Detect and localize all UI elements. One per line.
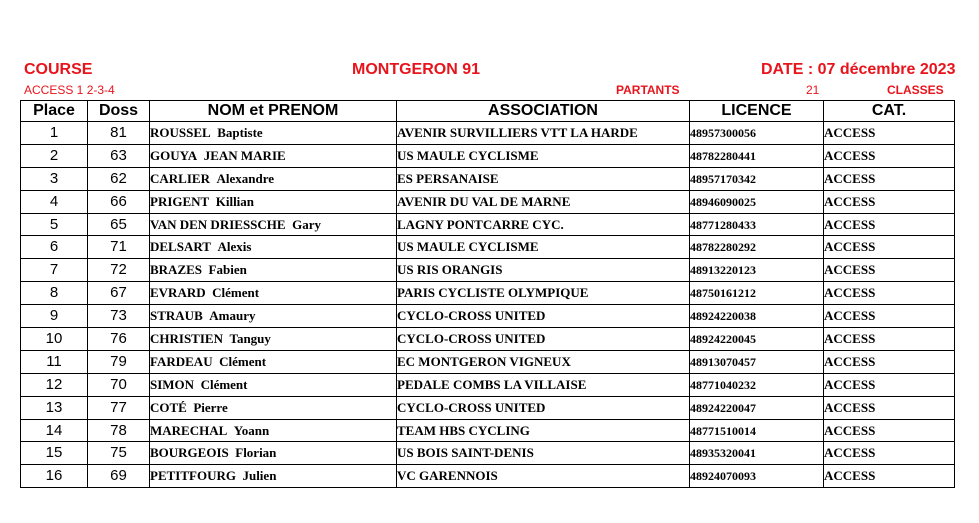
last-name: PETITFOURG	[150, 468, 236, 484]
last-name: DELSART	[150, 239, 211, 255]
cell-place: 8	[21, 282, 88, 305]
cell-licence: 48913070457	[690, 350, 824, 373]
cell-association: ES PERSANAISE	[397, 167, 690, 190]
cell-name	[150, 167, 397, 190]
cell-licence: 48782280292	[690, 236, 824, 259]
cell-licence: 48924070093	[690, 465, 824, 488]
table-row	[21, 442, 955, 465]
cell-doss: 75	[88, 442, 150, 465]
last-name: SIMON	[150, 376, 195, 392]
cell-association: PEDALE COMBS LA VILLAISE	[397, 373, 690, 396]
cell-association: CYCLO-CROSS UNITED	[397, 328, 690, 351]
cell-place: 4	[21, 190, 88, 213]
cell-place: 10	[21, 328, 88, 351]
last-name: EVRARD	[150, 285, 206, 301]
cell-name	[150, 396, 397, 419]
cell-licence: 48771510014	[690, 419, 824, 442]
course-label: COURSE	[24, 61, 93, 78]
cell-name	[150, 373, 397, 396]
first-name: Alexandre	[216, 170, 275, 186]
last-name: STRAUB	[150, 308, 203, 324]
cell-licence: 48913220123	[690, 259, 824, 282]
cell-doss: 79	[88, 350, 150, 373]
cell-association: US MAULE CYCLISME	[397, 144, 690, 167]
cell-place: 2	[21, 144, 88, 167]
table-row	[21, 305, 955, 328]
first-name: Killian	[215, 193, 255, 209]
last-name: BOURGEOIS	[150, 445, 229, 461]
cell-name	[150, 122, 397, 145]
last-name: MARECHAL	[150, 422, 228, 438]
cell-association: CYCLO-CROSS UNITED	[397, 396, 690, 419]
first-name: JEAN MARIE	[203, 147, 286, 163]
cell-doss: 65	[88, 213, 150, 236]
cell-category: ACCESS	[824, 419, 955, 442]
first-name: Florian	[235, 445, 277, 461]
cell-licence: 48957300056	[690, 122, 824, 145]
race-date: DATE : 07 décembre 2023	[761, 61, 956, 78]
cell-place: 1	[21, 122, 88, 145]
first-name: Clément	[219, 353, 267, 369]
cell-doss: 72	[88, 259, 150, 282]
cell-place: 11	[21, 350, 88, 373]
cell-name	[150, 305, 397, 328]
cell-category: ACCESS	[824, 167, 955, 190]
results-table	[20, 100, 955, 488]
cell-licence: 48771280433	[690, 213, 824, 236]
cell-doss: 71	[88, 236, 150, 259]
cell-name	[150, 282, 397, 305]
first-name: Alexis	[217, 239, 252, 255]
cell-doss: 76	[88, 328, 150, 351]
cell-name	[150, 236, 397, 259]
cell-doss: 62	[88, 167, 150, 190]
col-header-doss: Doss	[88, 101, 150, 122]
cell-licence: 48771040232	[690, 373, 824, 396]
cell-association: US RIS ORANGIS	[397, 259, 690, 282]
cell-licence: 48782280441	[690, 144, 824, 167]
cell-doss: 66	[88, 190, 150, 213]
last-name: PRIGENT	[150, 193, 210, 209]
race-location: MONTGERON 91	[352, 61, 481, 78]
cell-name	[150, 144, 397, 167]
table-header-row	[21, 101, 955, 122]
cell-category: ACCESS	[824, 305, 955, 328]
first-name: Fabien	[208, 262, 247, 278]
cell-name	[150, 419, 397, 442]
last-name: CHRISTIEN	[150, 330, 223, 346]
cell-name	[150, 350, 397, 373]
col-header-name: NOM et PRENOM	[150, 101, 397, 122]
cell-category: ACCESS	[824, 259, 955, 282]
cell-place: 16	[21, 465, 88, 488]
first-name: Baptiste	[217, 124, 263, 140]
cell-association: TEAM HBS CYCLING	[397, 419, 690, 442]
cell-place: 5	[21, 213, 88, 236]
table-row	[21, 350, 955, 373]
cell-category: ACCESS	[824, 122, 955, 145]
first-name: Julien	[242, 468, 277, 484]
cell-place: 3	[21, 167, 88, 190]
last-name: GOUYA	[150, 147, 198, 163]
last-name: FARDEAU	[150, 353, 213, 369]
partants-label: PARTANTS	[616, 83, 680, 97]
cell-association: US BOIS SAINT-DENIS	[397, 442, 690, 465]
cell-category: ACCESS	[824, 328, 955, 351]
cell-place: 12	[21, 373, 88, 396]
table-row	[21, 144, 955, 167]
first-name: Tanguy	[229, 330, 271, 346]
first-name: Amaury	[209, 308, 256, 324]
cell-place: 7	[21, 259, 88, 282]
cell-doss: 67	[88, 282, 150, 305]
col-header-category: CAT.	[824, 101, 955, 122]
cell-doss: 77	[88, 396, 150, 419]
table-row	[21, 167, 955, 190]
first-name: Clément	[200, 376, 248, 392]
table-row	[21, 373, 955, 396]
cell-category: ACCESS	[824, 144, 955, 167]
cell-name	[150, 328, 397, 351]
table-row	[21, 328, 955, 351]
cell-name	[150, 465, 397, 488]
table-row	[21, 396, 955, 419]
cell-licence: 48750161212	[690, 282, 824, 305]
cell-licence: 48924220038	[690, 305, 824, 328]
table-row	[21, 419, 955, 442]
cell-association: PARIS CYCLISTE OLYMPIQUE	[397, 282, 690, 305]
cell-name	[150, 259, 397, 282]
cell-place: 14	[21, 419, 88, 442]
cell-category: ACCESS	[824, 350, 955, 373]
first-name: Pierre	[193, 399, 228, 415]
cell-association: VC GARENNOIS	[397, 465, 690, 488]
cell-category: ACCESS	[824, 282, 955, 305]
cell-doss: 70	[88, 373, 150, 396]
last-name: VAN DEN DRIESSCHE	[150, 216, 286, 232]
cell-association: EC MONTGERON VIGNEUX	[397, 350, 690, 373]
last-name: BRAZES	[150, 262, 203, 278]
cell-doss: 69	[88, 465, 150, 488]
cell-category: ACCESS	[824, 236, 955, 259]
first-name: Clément	[212, 285, 260, 301]
cell-association: US MAULE CYCLISME	[397, 236, 690, 259]
cell-licence: 48935320041	[690, 442, 824, 465]
cell-category: ACCESS	[824, 373, 955, 396]
cell-category: ACCESS	[824, 190, 955, 213]
first-name: Gary	[292, 216, 321, 232]
cell-category: ACCESS	[824, 213, 955, 236]
cell-association: AVENIR DU VAL DE MARNE	[397, 190, 690, 213]
col-header-place: Place	[21, 101, 88, 122]
cell-name	[150, 213, 397, 236]
cell-category: ACCESS	[824, 465, 955, 488]
last-name: CARLIER	[150, 170, 210, 186]
cell-category: ACCESS	[824, 396, 955, 419]
col-header-licence: LICENCE	[690, 101, 824, 122]
race-category: ACCESS 1 2-3-4	[24, 83, 115, 97]
cell-licence: 48924220047	[690, 396, 824, 419]
cell-licence: 48924220045	[690, 328, 824, 351]
cell-name	[150, 190, 397, 213]
cell-place: 15	[21, 442, 88, 465]
table-row	[21, 122, 955, 145]
first-name: Yoann	[233, 422, 270, 438]
table-row	[21, 213, 955, 236]
cell-place: 9	[21, 305, 88, 328]
cell-doss: 81	[88, 122, 150, 145]
cell-licence: 48946090025	[690, 190, 824, 213]
cell-place: 13	[21, 396, 88, 419]
partants-count: 21	[806, 83, 820, 97]
cell-association: AVENIR SURVILLIERS VTT LA HARDE	[397, 122, 690, 145]
cell-doss: 78	[88, 419, 150, 442]
last-name: COTÉ	[150, 399, 187, 415]
table-row	[21, 236, 955, 259]
cell-category: ACCESS	[824, 442, 955, 465]
cell-name	[150, 442, 397, 465]
cell-place: 6	[21, 236, 88, 259]
table-row	[21, 259, 955, 282]
table-row	[21, 465, 955, 488]
table-row	[21, 190, 955, 213]
col-header-association: ASSOCIATION	[397, 101, 690, 122]
classes-label: CLASSES	[887, 83, 944, 97]
cell-doss: 63	[88, 144, 150, 167]
cell-licence: 48957170342	[690, 167, 824, 190]
cell-association: LAGNY PONTCARRE CYC.	[397, 213, 690, 236]
table-row	[21, 282, 955, 305]
last-name: ROUSSEL	[150, 124, 211, 140]
cell-doss: 73	[88, 305, 150, 328]
cell-association: CYCLO-CROSS UNITED	[397, 305, 690, 328]
